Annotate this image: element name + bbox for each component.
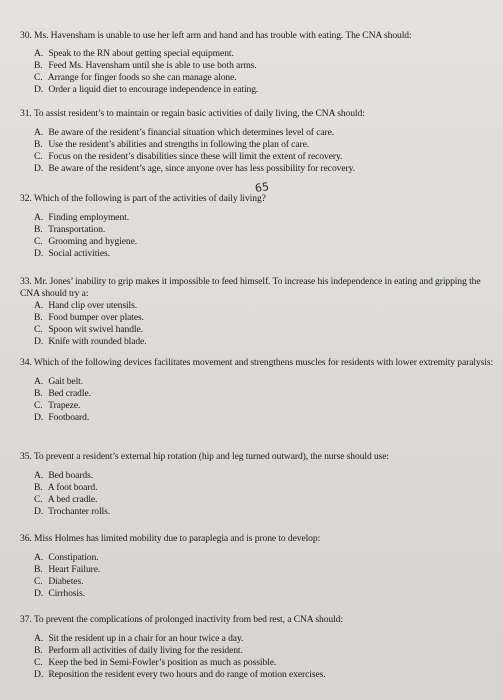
option-a[interactable] (34, 470, 495, 482)
answer-options (34, 300, 495, 348)
question-number: 34. (20, 357, 32, 368)
question-number: 33. (20, 276, 32, 287)
option-text: Knife with rounded blade. (48, 336, 147, 347)
option-letter: B. (34, 224, 43, 235)
option-text: Transportation. (48, 224, 106, 235)
question-stem (20, 30, 495, 42)
option-c[interactable] (34, 657, 495, 669)
question-text: Which of the following is part of the activities of daily living? (33, 193, 266, 204)
option-text: Keep the bed in Semi-Fowler’s position as much as possible. (48, 657, 277, 668)
option-d[interactable] (34, 669, 495, 681)
question-31 (20, 108, 495, 175)
option-a[interactable] (34, 212, 495, 224)
option-text: Social activities. (48, 248, 110, 259)
option-c[interactable] (34, 72, 495, 84)
answer-options (34, 633, 495, 681)
question-number: 30. (20, 30, 32, 41)
option-a[interactable] (34, 300, 495, 312)
option-letter: A. (34, 48, 44, 59)
question-text: To prevent the complications of prolonged inactivity from bed rest, a CNA should: (33, 614, 343, 625)
question-30 (20, 30, 495, 96)
option-text: Order a liquid diet to encourage independence in eating. (48, 84, 259, 95)
option-d[interactable] (34, 588, 495, 600)
option-letter: A. (34, 552, 44, 563)
option-c[interactable] (34, 151, 495, 163)
option-b[interactable] (34, 60, 495, 72)
option-letter: A. (34, 376, 44, 387)
question-number: 37. (20, 614, 32, 625)
question-number: 36. (20, 533, 32, 544)
option-letter: C. (34, 657, 43, 668)
option-text: Be aware of the resident’s financial situation which determines level of care. (48, 127, 335, 138)
option-letter: A. (34, 300, 44, 311)
option-text: Arrange for finger foods so she can manage alone. (47, 72, 237, 83)
option-letter: B. (34, 564, 43, 575)
answer-options (34, 376, 495, 424)
handwritten-mark: 65 (254, 180, 270, 195)
question-stem (20, 533, 495, 545)
option-a[interactable] (34, 376, 495, 388)
option-a[interactable] (34, 552, 495, 564)
option-letter: C. (34, 72, 43, 83)
option-text: A foot board. (47, 482, 98, 493)
answer-options (34, 552, 495, 600)
question-37 (20, 614, 495, 681)
option-d[interactable] (34, 248, 495, 260)
option-a[interactable] (34, 633, 495, 645)
option-d[interactable] (34, 163, 495, 175)
option-letter: B. (34, 645, 43, 656)
option-letter: C. (34, 151, 43, 162)
option-letter: B. (34, 139, 43, 150)
question-stem (20, 614, 495, 626)
option-text: Bed boards. (48, 470, 94, 481)
option-text: Hand clip over utensils. (48, 300, 138, 311)
option-text: Spoon wit swivel handle. (48, 324, 143, 335)
option-letter: B. (34, 60, 43, 71)
option-letter: A. (34, 633, 44, 644)
question-text: Ms. Havensham is unable to use her left arm and hand and has trouble with eating. The CNA should: (34, 30, 412, 41)
option-letter: D. (34, 669, 44, 680)
answer-options (34, 470, 495, 518)
option-letter: C. (34, 400, 43, 411)
question-34 (20, 357, 495, 424)
option-c[interactable] (34, 324, 495, 336)
option-text: Reposition the resident every two hours and do range of motion exercises. (48, 669, 326, 680)
option-text: Be aware of the resident’s age, since anyone over has less possibility for recovery. (48, 163, 355, 174)
option-text: Gait belt. (48, 376, 84, 387)
option-a[interactable] (34, 48, 495, 60)
question-number: 31. (20, 108, 32, 119)
option-text: Feed Ms. Havensham until she is able to use both arms. (48, 60, 257, 71)
option-c[interactable] (34, 400, 495, 412)
option-b[interactable] (34, 645, 495, 657)
question-text: To prevent a resident’s external hip rotation (hip and leg turned outward), the nurse should use: (33, 451, 390, 462)
answer-options (34, 48, 495, 96)
option-d[interactable] (34, 412, 495, 424)
question-text: Which of the following devices facilitates movement and strengthens muscles for residents with lower extremity paralysis: (33, 357, 494, 368)
option-c[interactable] (34, 576, 495, 588)
option-text: Sit the resident up in a chair for an hour twice a day. (48, 633, 244, 644)
question-33 (20, 276, 495, 348)
option-text: Cirrhosis. (48, 588, 85, 599)
question-text: Mr. Jones’ inability to grip makes it impossible to feed himself. To increase his independence in eating and gripping the CNA should try a: (20, 276, 481, 299)
question-stem (20, 193, 495, 205)
option-letter: D. (34, 412, 44, 423)
question-stem (20, 451, 495, 463)
option-text: Constipation. (48, 552, 99, 563)
option-text: A bed cradle. (47, 494, 98, 505)
option-b[interactable] (34, 388, 495, 400)
option-letter: D. (34, 336, 44, 347)
option-text: Perform all activities of daily living for the resident. (48, 645, 243, 656)
option-text: Footboard. (48, 412, 90, 423)
option-letter: D. (34, 506, 44, 517)
option-letter: D. (34, 163, 44, 174)
option-text: Diabetes. (48, 576, 84, 587)
question-stem (20, 276, 495, 300)
option-letter: C. (34, 324, 43, 335)
option-text: Trapeze. (48, 400, 81, 411)
question-text: Miss Holmes has limited mobility due to paraplegia and is prone to develop: (34, 533, 321, 544)
option-letter: C. (34, 236, 43, 247)
option-text: Food bumper over plates. (48, 312, 144, 323)
option-text: Bed cradle. (48, 388, 91, 399)
option-text: Trochanter rolls. (48, 506, 111, 517)
option-b[interactable] (34, 312, 495, 324)
option-text: Finding employment. (48, 212, 130, 223)
option-letter: C. (34, 576, 43, 587)
option-letter: C. (34, 494, 43, 505)
option-d[interactable] (34, 84, 495, 96)
option-text: Heart Failure. (48, 564, 101, 575)
option-text: Grooming and hygiene. (48, 236, 138, 247)
option-b[interactable] (34, 139, 495, 151)
option-letter: B. (34, 482, 43, 493)
question-stem (20, 108, 495, 120)
question-number: 32. (20, 193, 32, 204)
option-d[interactable] (34, 336, 495, 348)
option-c[interactable] (34, 494, 495, 506)
option-b[interactable] (34, 224, 495, 236)
answer-options (34, 212, 495, 260)
option-b[interactable] (34, 482, 495, 494)
option-c[interactable] (34, 236, 495, 248)
option-letter: A. (34, 127, 44, 138)
option-text: Focus on the resident’s disabilities since these will limit the extent of recovery. (48, 151, 343, 162)
option-text: Speak to the RN about getting special equipment. (48, 48, 234, 59)
question-32 (20, 193, 495, 260)
option-letter: D. (34, 84, 44, 95)
option-d[interactable] (34, 506, 495, 518)
option-a[interactable] (34, 127, 495, 139)
question-36 (20, 533, 495, 600)
option-text: Use the resident’s abilities and strengths in following the plan of care. (48, 139, 310, 150)
option-letter: D. (34, 588, 44, 599)
option-letter: B. (34, 388, 43, 399)
question-stem (20, 357, 495, 369)
question-text: To assist resident’s to maintain or regain basic activities of daily living, the CNA should: (33, 108, 365, 119)
option-letter: A. (34, 470, 44, 481)
answer-options (34, 127, 495, 175)
question-35 (20, 451, 495, 518)
question-number: 35. (20, 451, 32, 462)
option-letter: D. (34, 248, 44, 259)
option-b[interactable] (34, 564, 495, 576)
option-letter: B. (34, 312, 43, 323)
option-letter: A. (34, 212, 44, 223)
